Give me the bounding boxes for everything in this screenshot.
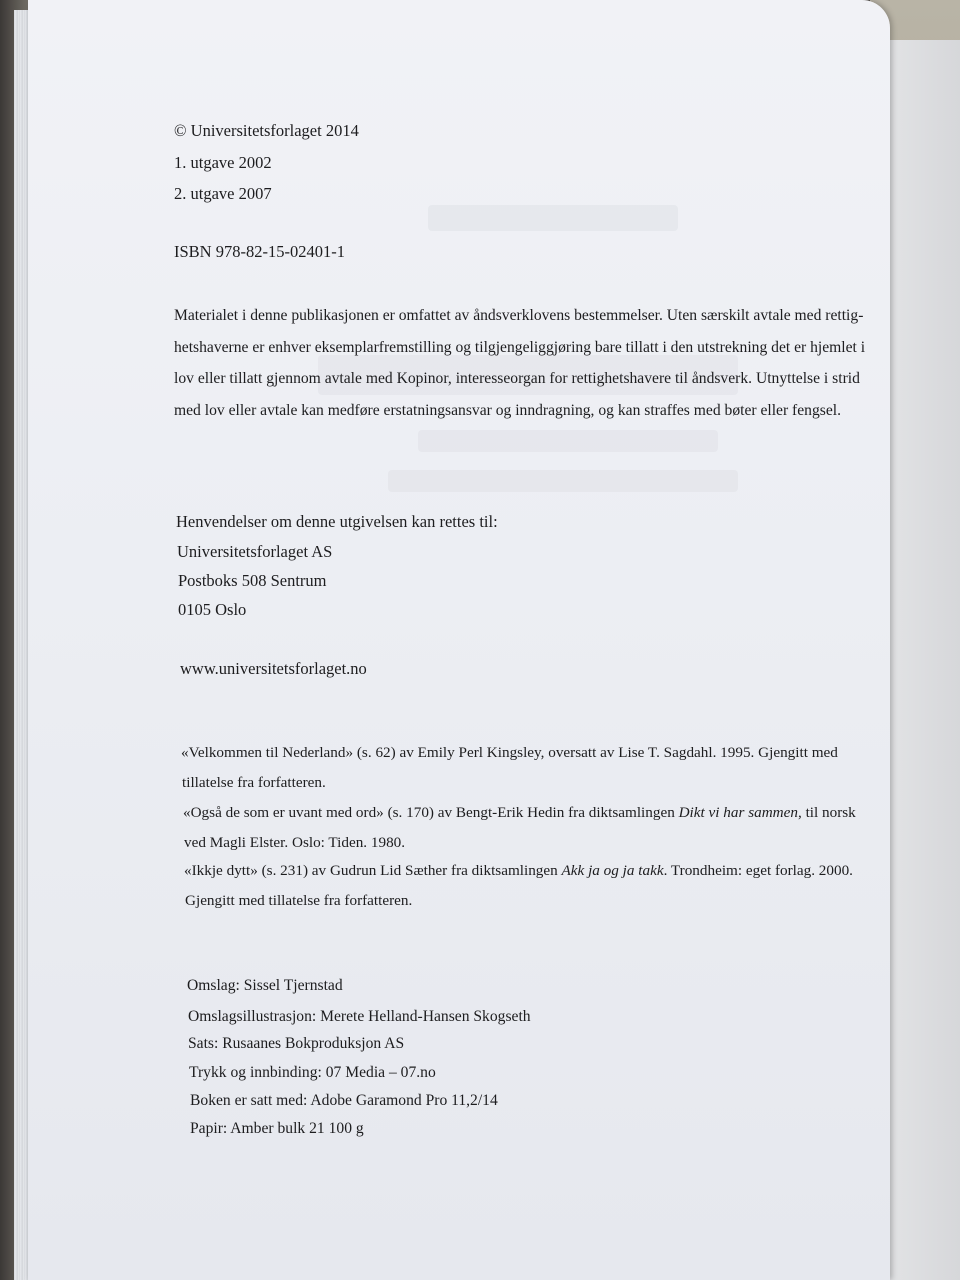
credit-3-title: Akk ja og ja takk — [561, 862, 664, 879]
legal-line-1: Materialet i denne publikasjonen er omfattet av åndsverklovens bestemmelser. Uten særskilt avtale med rettig- — [174, 307, 864, 324]
credit-3-pre: «Ikkje dytt» (s. 231) av Gudrun Lid Sæther fra diktsamlingen — [184, 862, 562, 879]
credit-3-line-1 — [184, 862, 853, 880]
credit-2-title: Dikt vi har sammen — [678, 804, 798, 821]
publisher-name: Universitetsforlaget AS — [177, 542, 333, 561]
credit-2-line-2: ved Magli Elster. Oslo: Tiden. 1980. — [184, 834, 406, 851]
edition-2: 2. utgave 2007 — [174, 184, 272, 203]
book-page — [28, 0, 890, 1280]
credit-2-pre: «Også de som er uvant med ord» (s. 170) av Bengt-Erik Hedin fra diktsamlingen — [183, 804, 679, 821]
copyright-line: © Universitetsforlaget 2014 — [174, 121, 359, 140]
legal-line-3: lov eller tillatt gjennom avtale med Kopinor, interesseorgan for rettighetshavere til åndsverk. Utnyttelse i strid — [174, 370, 860, 387]
edition-1: 1. utgave 2002 — [174, 153, 272, 172]
publisher-website[interactable]: www.universitetsforlaget.no — [180, 659, 367, 678]
credit-cover: Omslag: Sissel Tjernstad — [187, 977, 343, 994]
credit-2-post: , til norsk — [797, 804, 856, 821]
back-page — [880, 40, 960, 1280]
credit-illustration: Omslagsillustrasjon: Merete Helland-Hansen Skogseth — [188, 1008, 531, 1025]
show-through-subtitle — [418, 430, 718, 452]
credit-paper: Papir: Amber bulk 21 100 g — [190, 1120, 364, 1137]
credit-typesetting: Sats: Rusaanes Bokproduksjon AS — [188, 1035, 405, 1052]
legal-line-2: hetshaverne er enhver eksemplarfremstilling og tilgjengeliggjøring bare tillatt i den utstrekning det er hjemlet i — [174, 338, 866, 356]
show-through-title — [428, 205, 678, 231]
isbn: ISBN 978-82-15-02401-1 — [174, 242, 345, 261]
show-through-subtitle-2 — [388, 470, 738, 492]
credit-1-line-2: tillatelse fra forfatteren. — [182, 774, 326, 791]
legal-line-4: med lov eller avtale kan medføre erstatningsansvar og inndragning, og kan straffes med bøter eller fengsel. — [174, 401, 841, 419]
contact-intro: Henvendelser om denne utgivelsen kan rettes til: — [176, 512, 498, 531]
credit-3-line-2: Gjengitt med tillatelse fra forfatteren. — [185, 892, 413, 909]
credit-2-line-1 — [183, 804, 856, 822]
publisher-city: 0105 Oslo — [178, 600, 247, 619]
publisher-address: Postboks 508 Sentrum — [178, 571, 327, 590]
credit-1-line-1: «Velkommen til Nederland» (s. 62) av Emily Perl Kingsley, oversatt av Lise T. Sagdahl. 1995. Gjengitt med — [181, 744, 838, 761]
legal-paragraph — [174, 300, 864, 426]
credit-printing: Trykk og innbinding: 07 Media – 07.no — [189, 1064, 436, 1081]
credit-3-post: . Trondheim: eget forlag. 2000. — [663, 862, 853, 879]
credit-font: Boken er satt med: Adobe Garamond Pro 11,2/14 — [190, 1092, 498, 1109]
